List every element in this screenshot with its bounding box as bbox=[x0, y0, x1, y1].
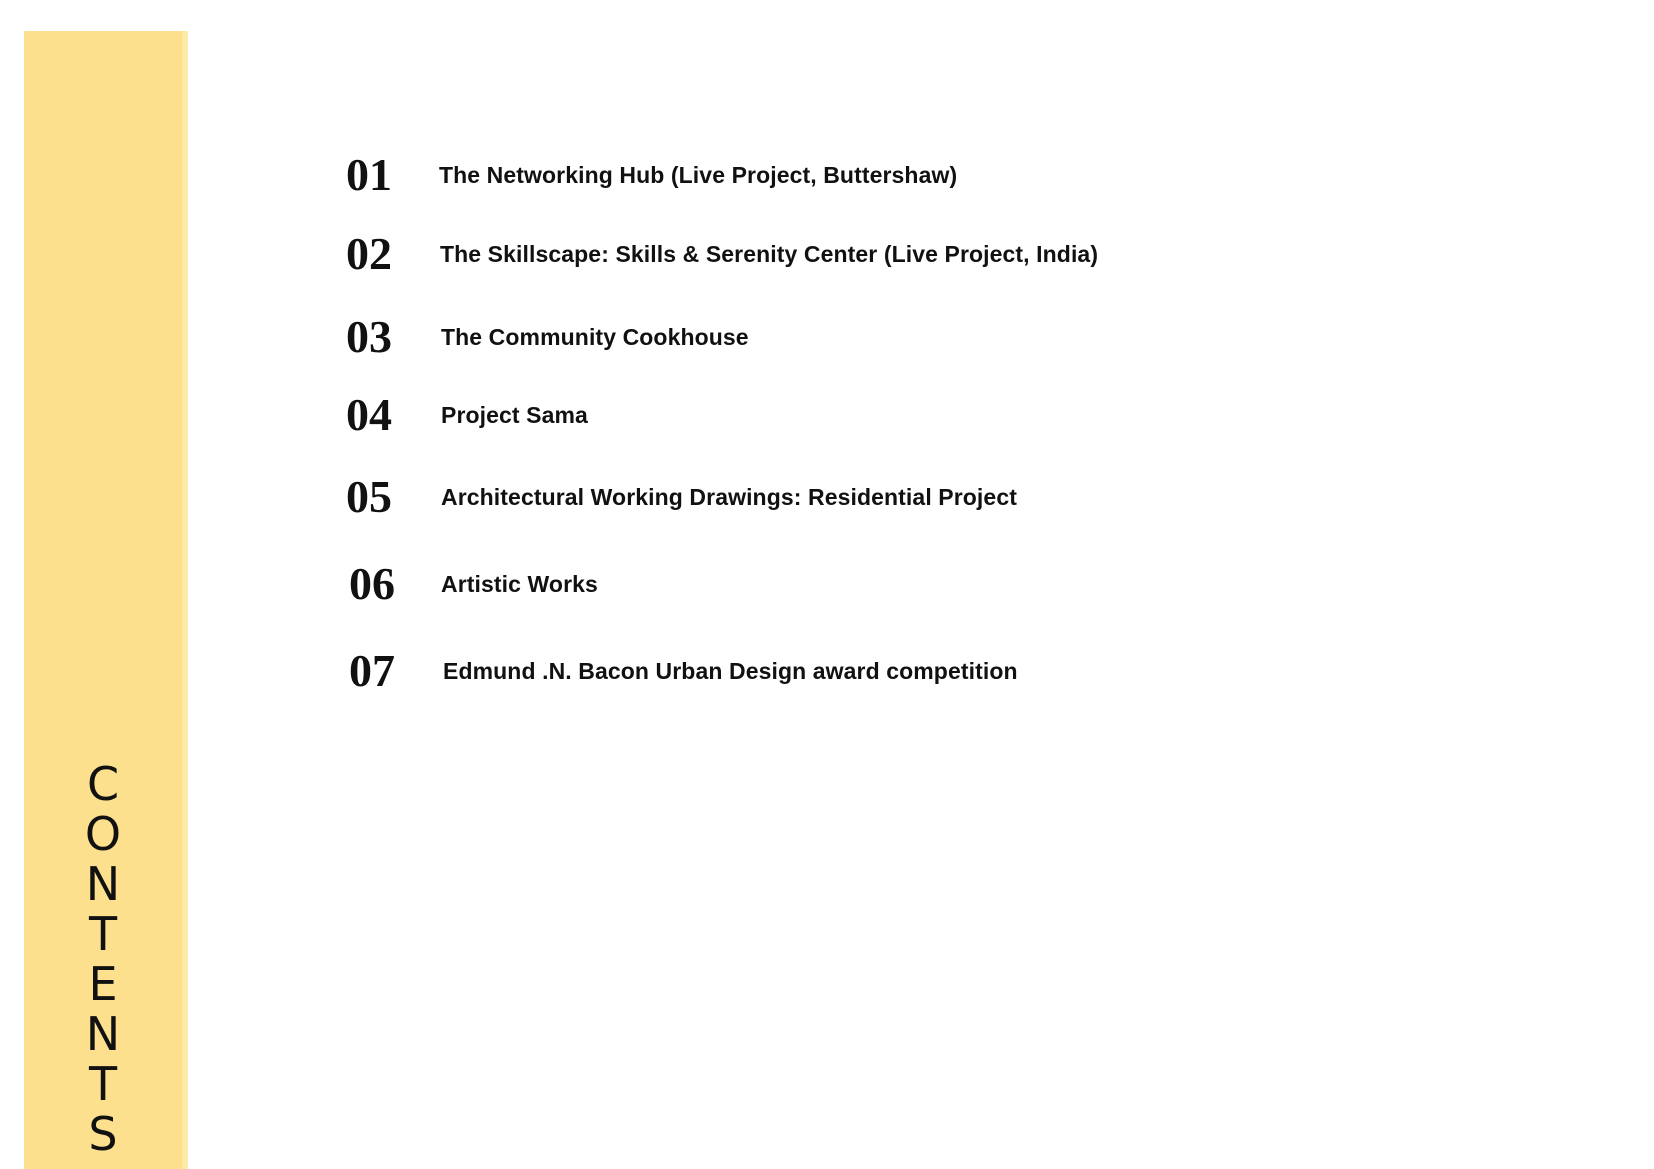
title-letter: N bbox=[85, 1007, 121, 1061]
title-letter: T bbox=[88, 907, 118, 961]
toc-title: Artistic Works bbox=[441, 571, 598, 597]
toc-number: 02 bbox=[346, 228, 392, 279]
toc-number: 01 bbox=[346, 149, 392, 200]
toc-item-01 bbox=[346, 150, 957, 200]
toc-title: The Community Cookhouse bbox=[441, 324, 749, 350]
toc-number: 06 bbox=[349, 558, 395, 609]
title-letter: T bbox=[88, 1057, 118, 1111]
toc-title: The Skillscape: Skills & Serenity Center (Live Project, India) bbox=[440, 241, 1099, 267]
toc-item-04 bbox=[346, 390, 588, 440]
toc-item-07 bbox=[349, 646, 1018, 696]
contents-side-band bbox=[24, 31, 188, 1169]
title-letter: S bbox=[88, 1107, 118, 1161]
toc-number: 07 bbox=[349, 645, 395, 696]
title-letter: C bbox=[86, 757, 120, 811]
toc-title: The Networking Hub (Live Project, Buttershaw) bbox=[439, 162, 958, 188]
toc-title: Architectural Working Drawings: Residential Project bbox=[441, 484, 1017, 510]
title-letter: O bbox=[84, 807, 122, 861]
toc-number: 03 bbox=[346, 311, 392, 362]
toc-item-05 bbox=[346, 472, 1017, 522]
toc-item-06 bbox=[349, 559, 598, 609]
title-letter: N bbox=[85, 857, 121, 911]
toc-number: 05 bbox=[346, 471, 392, 522]
toc-item-03 bbox=[346, 312, 749, 362]
title-letter: E bbox=[88, 957, 118, 1011]
toc-item-02 bbox=[346, 229, 1098, 279]
toc-number: 04 bbox=[346, 389, 392, 440]
contents-vertical-title bbox=[24, 759, 182, 1159]
toc-title: Edmund .N. Bacon Urban Design award competition bbox=[443, 658, 1018, 684]
toc-title: Project Sama bbox=[441, 402, 588, 428]
